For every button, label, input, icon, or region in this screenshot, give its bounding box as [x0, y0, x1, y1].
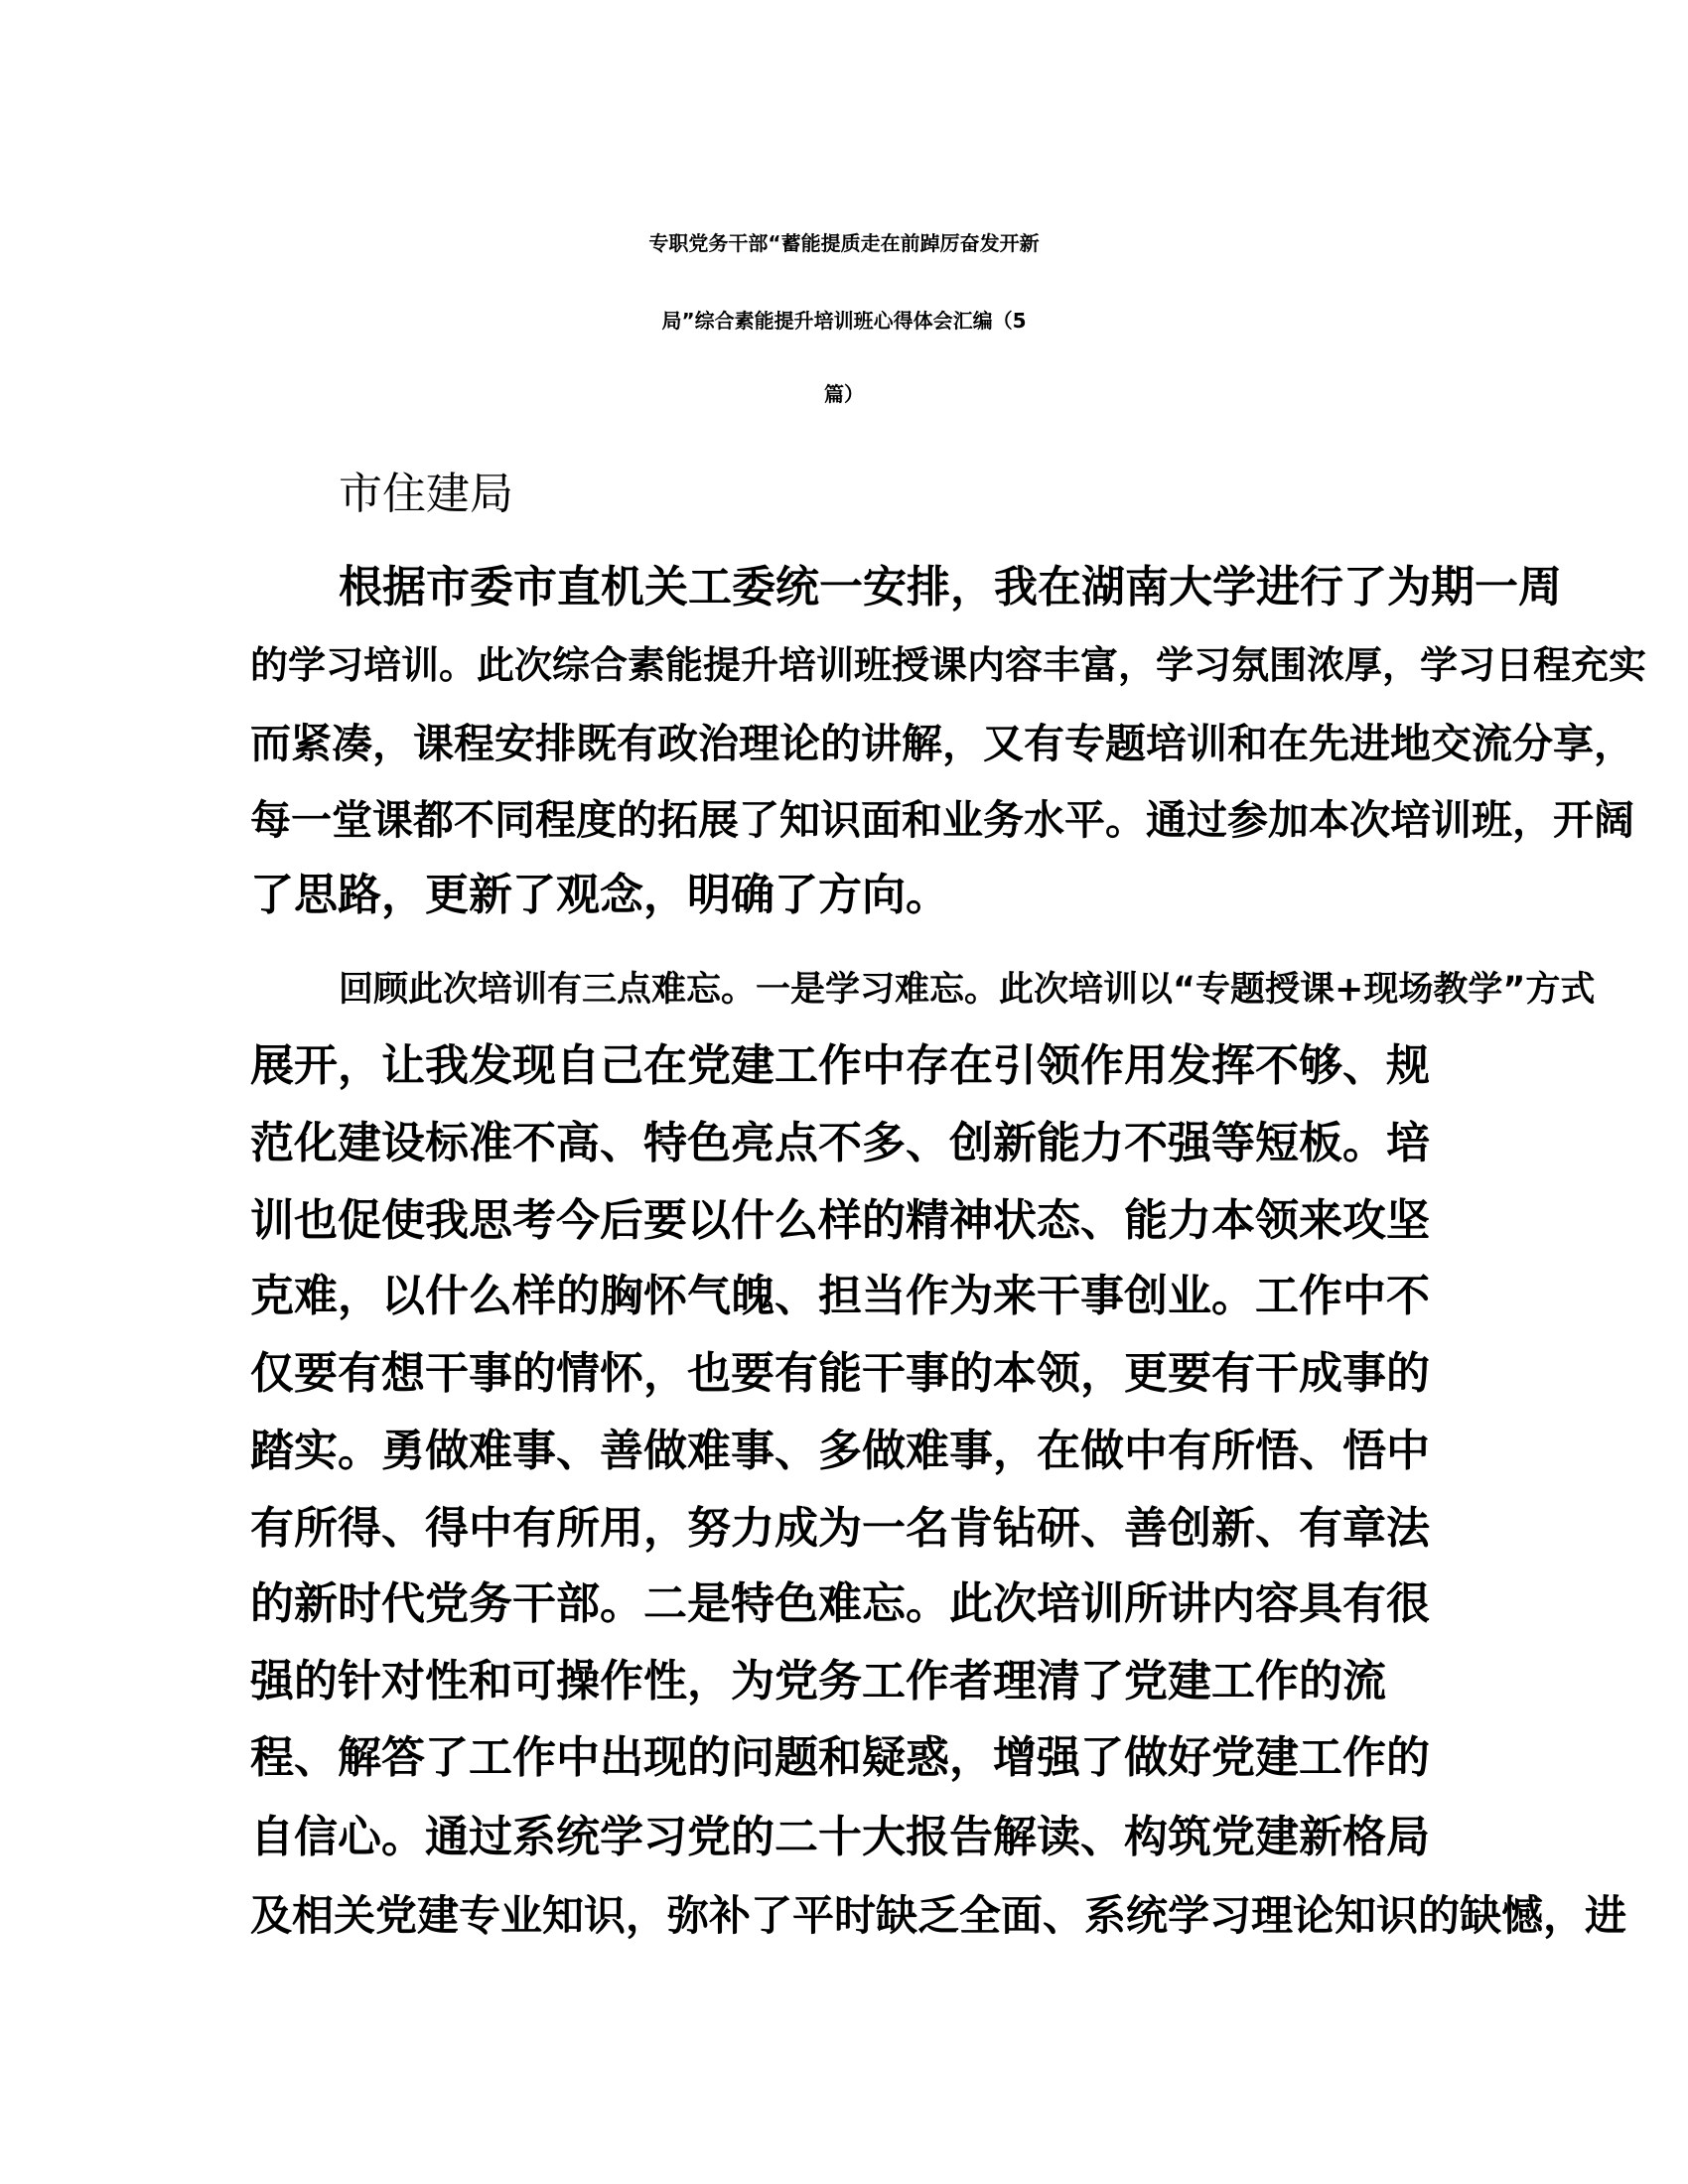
paragraph-2-line: 有所得、得中有所用，努力成为一名肯钻研、善创新、有章法	[250, 1503, 1430, 1554]
paragraph-2-line: 强的针对性和可操作性，为党务工作者理清了党建工作的流	[250, 1656, 1386, 1706]
document-title-line-2: 局”综合素能提升培训班心得体会汇编（5	[661, 309, 1027, 333]
paragraph-2-line: 克难，以什么样的胸怀气魄、担当作为来干事创业。工作中不	[250, 1271, 1430, 1321]
paragraph-2-line: 的新时代党务干部。二是特色难忘。此次培训所讲内容具有很	[250, 1578, 1430, 1629]
document-title-line-1: 专职党务干部“蓄能提质走在前踔厉奋发开新	[648, 231, 1040, 255]
paragraph-2-line: 展开，让我发现自己在党建工作中存在引领作用发挥不够、规	[250, 1040, 1430, 1091]
paragraph-1-line: 每一堂课都不同程度的拓展了知识面和业务水平。通过参加本次培训班，开阔	[250, 796, 1634, 844]
paragraph-2-line: 仅要有想干事的情怀，也要有能干事的本领，更要有干成事的	[250, 1348, 1430, 1399]
paragraph-2-line: 踏实。勇做难事、善做难事、多做难事，在做中有所悟、悟中	[250, 1426, 1430, 1476]
paragraph-2-line: 及相关党建专业知识，弥补了平时缺乏全面、系统学习理论知识的缺憾，进	[250, 1891, 1627, 1940]
author-unit: 市住建局	[339, 469, 513, 519]
paragraph-1-line: 根据市委市直机关工委统一安排，我在湖南大学进行了为期一周	[339, 562, 1562, 613]
paragraph-2-line: 范化建设标准不高、特色亮点不多、创新能力不强等短板。培	[250, 1118, 1430, 1168]
paragraph-2-line: 训也促使我思考今后要以什么样的精神状态、能力本领来攻坚	[250, 1195, 1430, 1246]
paragraph-1-line: 而紧凑，课程安排既有政治理论的讲解，又有专题培训和在先进地交流分享，	[250, 720, 1634, 767]
paragraph-1-line: 的学习培训。此次综合素能提升培训班授课内容丰富，学习氛围浓厚，学习日程充实	[250, 643, 1647, 687]
paragraph-2-line: 自信心。通过系统学习党的二十大报告解读、构筑党建新格局	[250, 1812, 1430, 1862]
paragraph-1-line: 了思路，更新了观念，明确了方向。	[250, 870, 949, 920]
document-title-line-3: 篇）	[824, 382, 864, 406]
paragraph-2-line: 回顾此次培训有三点难忘。一是学习难忘。此次培训以“专题授课+现场教学”方式	[339, 970, 1596, 1010]
paragraph-2-line: 程、解答了工作中出现的问题和疑惑，增强了做好党建工作的	[250, 1732, 1430, 1783]
